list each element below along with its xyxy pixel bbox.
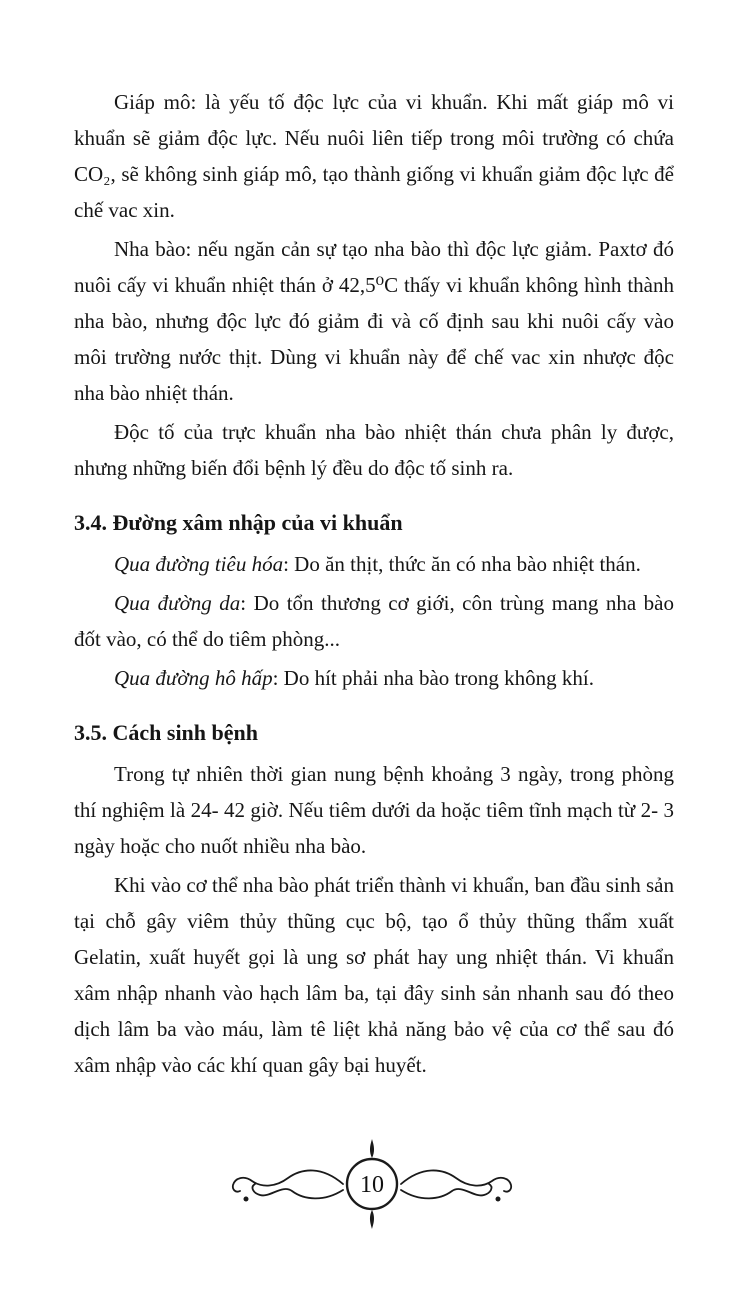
route-ho-hap-text: : Do hít phải nha bào trong không khí.: [272, 666, 594, 690]
footer-ornament-icon: [222, 1138, 522, 1230]
page-number: 10: [360, 1172, 384, 1198]
paragraph-route-da: [74, 585, 674, 657]
paragraph-phat-trien: Khi vào cơ thể nha bào phát triển thành vi khuẩn, ban đầu sinh sản tại chỗ gây viêm thủy thũng cục bộ, tạo ổ thủy thũng thẩm xuất Gelatin, xuất huyết gọi là ung sơ phát hay ung nhiệt thán. Vi khuẩn xâm nhập nhanh vào hạch lâm ba, tại đây sinh sản nhanh sau đó theo dịch lâm ba vào máu, làm tê liệt khả năng bảo vệ của cơ thể sau đó xâm nhập vào các khí quan gây bại huyết.: [74, 873, 674, 1077]
paragraph-doc-to: Độc tố của trực khuẩn nha bào nhiệt thán chưa phân ly được, nhưng những biến đổi bệnh lý đều do độc tố sinh ra.: [74, 420, 674, 480]
paragraph-route-ho-hap: [74, 660, 674, 696]
paragraph-route-tieu-hoa: [74, 546, 674, 582]
route-tieu-hoa-text: : Do ăn thịt, thức ăn có nha bào nhiệt thán.: [283, 552, 641, 576]
paragraph-nung-benh: Trong tự nhiên thời gian nung bệnh khoảng 3 ngày, trong phòng thí nghiệm là 24- 42 giờ. Nếu tiêm dưới da hoặc tiêm tĩnh mạch từ 2- 3 ngày hoặc cho nuốt nhiều nha bào.: [74, 762, 674, 858]
paragraph-giap-mo: Giáp mô: là yếu tố độc lực của vi khuẩn. Khi mất giáp mô vi khuẩn sẽ giảm độc lực. Nếu nuôi liên tiếp trong môi trường có chứa CO₂, sẽ không sinh giáp mô, tạo thành giống vi khuẩn giảm độc lực để chế vac xin.: [74, 90, 674, 222]
section-heading-3-5: 3.5. Cách sinh bệnh: [74, 720, 259, 745]
route-da-text: : Do tổn thương cơ giới, côn trùng mang nha bào đốt vào, có thể do tiêm phòng...: [74, 591, 674, 651]
paragraph-nha-bao: Nha bào: nếu ngăn cản sự tạo nha bào thì độc lực giảm. Paxtơ đó nuôi cấy vi khuẩn nhiệt thán ở 42,5⁰C thấy vi khuẩn không hình thành nha bào, nhưng độc lực đó giảm đi và cố định sau khi nuôi cấy vào môi trường nước thịt. Dùng vi khuẩn này để chế vac xin nhược độc nha bào nhiệt thán.: [74, 237, 674, 405]
page-footer: [0, 1138, 744, 1235]
route-ho-hap-label: Qua đường hô hấp: [114, 666, 273, 690]
route-da-label: Qua đường da: [114, 591, 241, 615]
route-tieu-hoa-label: Qua đường tiêu hóa: [114, 552, 284, 576]
section-heading-3-4: 3.4. Đường xâm nhập của vi khuẩn: [74, 510, 403, 535]
